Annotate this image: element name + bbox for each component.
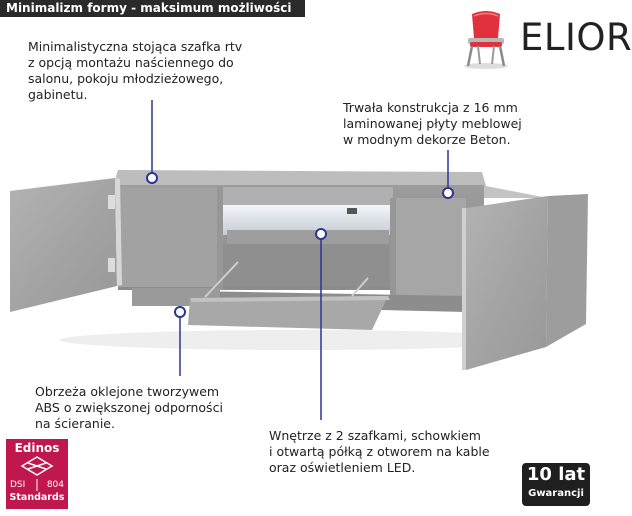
callout-construction [343, 100, 522, 148]
edinos-dsi: DSI [10, 480, 26, 490]
callout-mounting [28, 39, 242, 103]
edinos-number: 804 [46, 480, 64, 490]
callout-line: Trwała konstrukcja z 16 mm [343, 100, 518, 115]
callout-line: na ścieranie. [35, 416, 115, 431]
warranty-label: Gwarancji [528, 488, 584, 499]
edinos-standards-badge [6, 439, 68, 509]
callout-line: laminowanej płyty meblowej [343, 116, 522, 131]
callout-line: z opcją montażu naściennego do [28, 55, 234, 70]
header-title: Minimalizm formy - maksimum możliwości [0, 0, 305, 17]
callout-line: gabinetu. [28, 87, 88, 102]
callout-line: Minimalistyczna stojąca szafka rtv [28, 39, 243, 54]
callout-marker [443, 188, 453, 198]
callout-marker [316, 229, 326, 239]
warranty-badge [522, 463, 590, 506]
callout-marker [147, 173, 157, 183]
callout-edges [35, 384, 223, 432]
callout-line: oraz oświetleniem LED. [269, 460, 416, 475]
callout-line: salonu, pokoju młodzieżowego, [28, 71, 224, 86]
edinos-name: Edinos [14, 441, 60, 455]
callout-line: ABS o zwiększonej odporności [35, 400, 223, 415]
callout-line: Obrzeża oklejone tworzywem [35, 384, 220, 399]
callout-line: w modnym dekorze Beton. [343, 132, 511, 147]
warranty-years: 10 lat [526, 464, 586, 485]
brand-name: ELIOR [520, 16, 632, 59]
callout-line: Wnętrze z 2 szafkami, schowkiem [269, 428, 481, 443]
callout-interior [269, 428, 490, 476]
edinos-standards: Standards [9, 492, 65, 503]
callout-line: i otwartą półką z otworem na kable [269, 444, 490, 459]
callout-marker [175, 307, 185, 317]
